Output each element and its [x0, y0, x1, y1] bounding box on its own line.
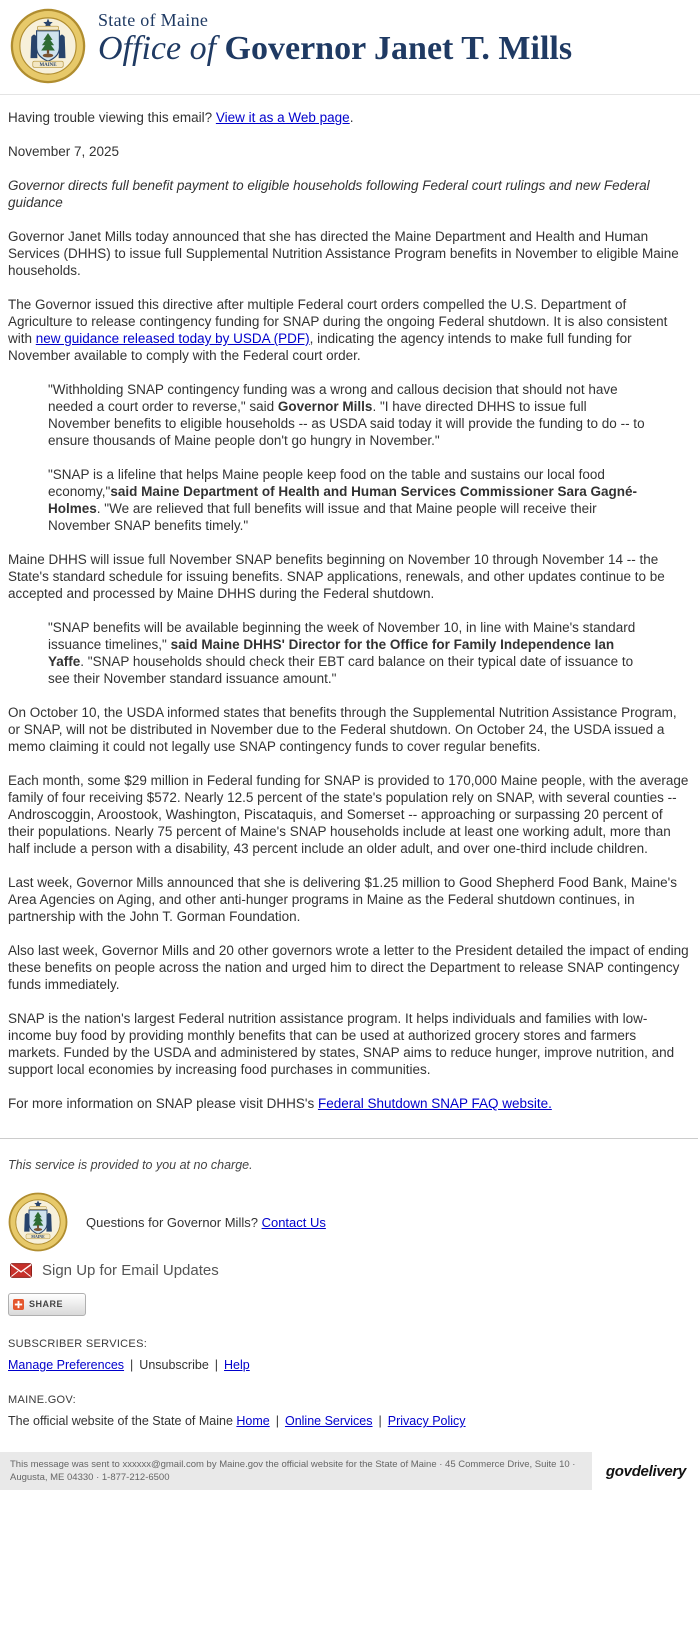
quote-director-yaffe: [48, 619, 650, 687]
unsubscribe-link[interactable]: Unsubscribe: [139, 1358, 209, 1372]
quote-commissioner: [48, 466, 650, 534]
contact-us-link[interactable]: Contact Us: [261, 1214, 326, 1230]
signup-email-updates[interactable]: [10, 1262, 690, 1279]
privacy-policy-link[interactable]: Privacy Policy: [387, 1414, 466, 1428]
footer-divider: [0, 1138, 698, 1139]
title-office-of: Office of: [98, 30, 217, 67]
paragraph-directive: [8, 296, 690, 364]
preheader: [8, 109, 690, 126]
email-header: [0, 0, 700, 95]
quote-text: "SNAP is a lifeline that helps Maine people keep food on the table and sustains our local food economy,": [48, 467, 605, 499]
subscriber-services-heading: SUBSCRIBER SERVICES:: [8, 1338, 148, 1350]
fineprint-text: This message was sent to xxxxxx@gmail.com by Maine.gov the official website for the State of Maine · 45 Commerce Drive, Suite 10 · Augusta, ME 04330 · 1-877-212-6500: [0, 1452, 592, 1490]
signup-label: Sign Up for Email Updates: [42, 1262, 219, 1279]
envelope-icon: [10, 1263, 32, 1278]
preheader-period: .: [349, 110, 354, 125]
press-release-subtitle: Governor directs full benefit payment to eligible households following Federal court rulings and new Federal guidance: [8, 178, 650, 210]
header-titles: [98, 8, 572, 69]
paragraph-snap-description: SNAP is the nation's largest Federal nutrition assistance program. It helps individuals and families with low-income buy food by providing monthly benefits that can be used at authorized grocery stores and farmers markets. Funded by the USDA and administered by states, SNAP aims to reduce hunger, improve nutrition, and support local economies by increasing food purchases in communities.: [8, 1011, 675, 1077]
quote-text: "Withholding SNAP contingency funding was a wrong and callous decision that should not have needed a court order to reverse," said: [48, 382, 618, 414]
home-link[interactable]: Home: [236, 1414, 270, 1428]
govdelivery-logo: govdelivery: [605, 1462, 686, 1480]
usda-guidance-link[interactable]: new guidance released today by USDA (PDF): [35, 331, 310, 346]
quote-text: "SNAP benefits will be available beginning the week of November 10, in line with Maine's standard issuance timelines,": [48, 620, 636, 652]
quote-text-tail: . "I have directed DHHS to issue full November benefits to eligible households -- as USDA said today it will provide the funding to do -- to ensure thousands of Maine people don't go hungry in November.": [48, 399, 645, 448]
paragraph-directive-text: The Governor issued this directive after multiple Federal court orders compelled the U.S. Department of Agriculture to release contingency funding for SNAP during the ongoing Federal shutdown. It is also consistent with: [8, 297, 668, 346]
separator: |: [378, 1414, 382, 1428]
separator: |: [275, 1414, 279, 1428]
paragraph-directive-tail: , indicating the agency intends to make full funding for November available to comply with the Federal court order.: [8, 331, 632, 363]
quote-attribution-bold: said Maine DHHS' Director for the Office for Family Independence Ian Yaffe: [48, 637, 615, 669]
paragraph-usda-history: On October 10, the USDA informed states that benefits through the Supplemental Nutrition Assistance Program, or SNAP, will not be distributed in November due to the Federal shutdown. On October 24, the USDA issued a memo claiming it could not legally use SNAP contingency funds to cover regular benefits.: [8, 705, 677, 754]
quote-attribution-bold: Governor Mills: [277, 399, 373, 414]
quote-text-tail: . "SNAP households should check their EBT card balance on their typical date of issuance to see their November standard issuance amount.": [48, 654, 634, 686]
email-footer: [0, 1157, 700, 1430]
questions-label: Questions for Governor Mills?: [86, 1214, 262, 1230]
mainegov-text: The official website of the State of Maine: [8, 1414, 237, 1428]
title-governor-name: Governor Janet T. Mills: [216, 30, 573, 67]
mainegov-heading: MAINE.GOV:: [8, 1394, 76, 1406]
delivery-fineprint-bar: [0, 1452, 700, 1490]
separator: |: [130, 1358, 134, 1372]
maine-state-seal-icon: [10, 8, 86, 84]
more-info-text: For more information on SNAP please visit DHHS's: [8, 1096, 318, 1111]
date-line: November 7, 2025: [8, 144, 120, 159]
help-link[interactable]: Help: [224, 1358, 250, 1372]
paragraph-statistics: Each month, some $29 million in Federal funding for SNAP is provided to 170,000 Maine people, with the average family of four receiving $572. Nearly 12.5 percent of the state's population rely on SNAP, with several counties -- Androscoggin, Aroostook, Washington, Piscataquis, and Somerset -- approaching or surpassing 20 percent of their populations. Nearly 75 percent of Maine's SNAP households include at least one working adult, more than half include a person with a disability, 43 percent include an older adult, and over one-third include children.: [8, 773, 689, 856]
paragraph-schedule: Maine DHHS will issue full November SNAP benefits beginning on November 10 through November 14 -- the State's standard schedule for issuing benefits. SNAP applications, renewals, and other updates continue to be accepted and processed by Maine DHHS during the Federal shutdown.: [8, 552, 665, 601]
mainegov-links: [8, 1413, 690, 1430]
preheader-text: Having trouble viewing this email?: [8, 110, 216, 125]
maine-state-seal-icon: [8, 1192, 68, 1252]
manage-preferences-link[interactable]: Manage Preferences: [8, 1358, 125, 1372]
paragraph-more-info: [8, 1095, 690, 1112]
quote-text-tail: . "We are relieved that full benefits will issue and that Maine people will receive their November SNAP benefits timely.": [48, 501, 597, 533]
share-label: SHARE: [29, 1299, 64, 1309]
quote-attribution-bold: said Maine Department of Health and Human Services Commissioner Sara Gagné-Holmes: [48, 484, 637, 516]
email-body: [0, 95, 700, 1112]
separator: |: [214, 1358, 219, 1372]
page-title: [98, 29, 572, 69]
share-plus-icon: [13, 1299, 24, 1310]
view-as-webpage-link[interactable]: View it as a Web page: [215, 110, 350, 125]
questions-row: [8, 1192, 690, 1252]
paragraph-governors-letter: Also last week, Governor Mills and 20 other governors wrote a letter to the President detailed the impact of ending these benefits on people across the nation and urged him to direct the Department to release SNAP contingency funds immediately.: [8, 943, 689, 992]
quote-governor-mills: [48, 381, 650, 449]
questions-text: [86, 1214, 326, 1231]
snap-faq-link[interactable]: Federal Shutdown SNAP FAQ website.: [317, 1096, 552, 1111]
subscriber-links: [8, 1357, 690, 1374]
online-services-link[interactable]: Online Services: [284, 1414, 373, 1428]
state-of-maine-label: State of Maine: [98, 10, 209, 30]
govdelivery-logo-area: [592, 1452, 700, 1490]
no-charge-notice: This service is provided to you at no charge.: [8, 1158, 253, 1172]
share-button[interactable]: [8, 1293, 86, 1316]
paragraph-announcement: Governor Janet Mills today announced that she has directed the Maine Department and Health and Human Services (DHHS) to issue full Supplemental Nutrition Assistance Program benefits in November to eligible Maine households.: [8, 229, 679, 278]
paragraph-good-shepherd: Last week, Governor Mills announced that she is delivering $1.25 million to Good Shepherd Food Bank, Maine's Area Agencies on Aging, and other anti-hunger programs in Maine as the Federal shutdown continues, in partnership with the John T. Gorman Foundation.: [8, 875, 677, 924]
